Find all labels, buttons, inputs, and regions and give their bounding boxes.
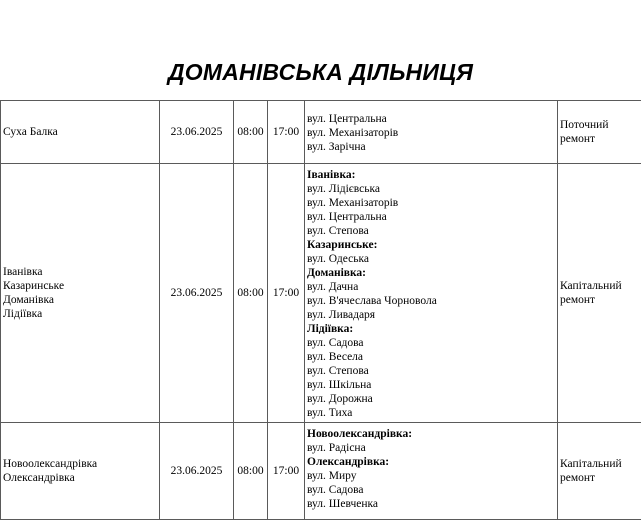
street-item: вул. Садова <box>307 336 555 350</box>
work-type-line: ремонт <box>560 293 639 307</box>
street-item: вул. Механізаторів <box>307 196 555 210</box>
work-type-line: Поточний <box>560 118 639 132</box>
settlement-name: Казаринське <box>3 279 157 293</box>
work-type-cell <box>558 164 641 423</box>
settlement-name: Доманівка <box>3 293 157 307</box>
street-item: вул. Тиха <box>307 406 555 420</box>
work-type-line: Капітальний <box>560 279 639 293</box>
settlements-cell <box>1 164 160 423</box>
street-item: вул. Центральна <box>307 210 555 224</box>
date-cell: 23.06.2025 <box>160 101 234 164</box>
street-item: вул. Шевченка <box>307 497 555 511</box>
street-item: вул. Радісна <box>307 441 555 455</box>
settlement-name: Іванівка <box>3 265 157 279</box>
streets-cell <box>305 164 558 423</box>
settlement-group-heading: Лідіївка: <box>307 322 555 336</box>
table-row <box>1 101 641 164</box>
table-row <box>1 423 641 520</box>
settlement-group-heading: Іванівка: <box>307 168 555 182</box>
work-type-line: ремонт <box>560 471 639 485</box>
street-item: вул. Центральна <box>307 112 555 126</box>
street-item: вул. В'ячеслава Чорновола <box>307 294 555 308</box>
page-title: ДОМАНІВСЬКА ДІЛЬНИЦЯ <box>0 58 641 86</box>
street-item: вул. Миру <box>307 469 555 483</box>
street-item: вул. Садова <box>307 483 555 497</box>
street-item: вул. Дачна <box>307 280 555 294</box>
time-to-cell: 17:00 <box>268 101 305 164</box>
settlement-group-heading: Казаринське: <box>307 238 555 252</box>
settlement-group-heading: Олександрівка: <box>307 455 555 469</box>
time-from-cell: 08:00 <box>234 164 268 423</box>
work-type-line: ремонт <box>560 132 639 146</box>
streets-list <box>307 167 555 420</box>
settlement-group-heading: Доманівка: <box>307 266 555 280</box>
date-cell: 23.06.2025 <box>160 164 234 423</box>
outage-schedule-table <box>0 100 641 520</box>
street-item: вул. Механізаторів <box>307 126 555 140</box>
street-item: вул. Степова <box>307 364 555 378</box>
street-item: вул. Зарічна <box>307 140 555 154</box>
street-item: вул. Шкільна <box>307 378 555 392</box>
settlement-group-heading: Новоолександрівка: <box>307 427 555 441</box>
work-type-cell <box>558 101 641 164</box>
time-from-cell: 08:00 <box>234 101 268 164</box>
streets-list <box>307 111 555 154</box>
street-item: вул. Степова <box>307 224 555 238</box>
settlement-name: Лідіївка <box>3 307 157 321</box>
time-from-cell: 08:00 <box>234 423 268 520</box>
streets-cell <box>305 423 558 520</box>
settlement-name: Суха Балка <box>3 125 157 139</box>
street-item: вул. Одеська <box>307 252 555 266</box>
settlement-name: Новоолександрівка <box>3 457 157 471</box>
settlements-cell <box>1 101 160 164</box>
table-row <box>1 164 641 423</box>
date-cell: 23.06.2025 <box>160 423 234 520</box>
street-item: вул. Дорожна <box>307 392 555 406</box>
settlement-name: Олександрівка <box>3 471 157 485</box>
street-item: вул. Ливадаря <box>307 308 555 322</box>
time-to-cell: 17:00 <box>268 164 305 423</box>
streets-list <box>307 423 555 511</box>
street-item: вул. Весела <box>307 350 555 364</box>
work-type-cell <box>558 423 641 520</box>
streets-cell <box>305 101 558 164</box>
settlements-cell <box>1 423 160 520</box>
street-item: вул. Лідієвська <box>307 182 555 196</box>
work-type-line: Капітальний <box>560 457 639 471</box>
time-to-cell: 17:00 <box>268 423 305 520</box>
